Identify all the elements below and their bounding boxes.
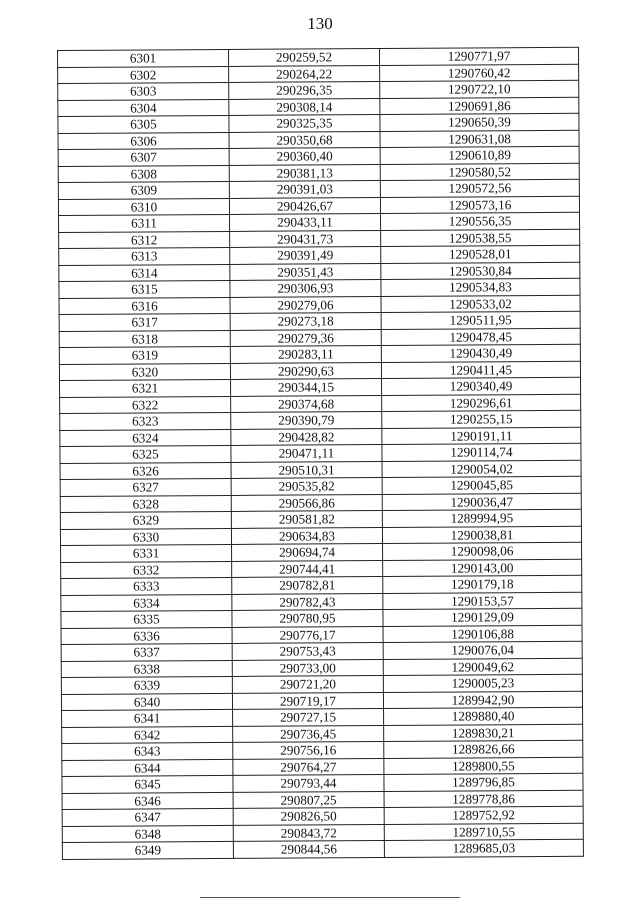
y-coordinate-cell: 1290114,74 [382, 443, 581, 461]
point-number-cell: 6309 [58, 181, 229, 199]
y-coordinate-cell: 1290153,57 [383, 592, 582, 610]
x-coordinate-cell: 290733,00 [232, 659, 383, 676]
x-coordinate-cell: 290428,82 [231, 428, 382, 445]
y-coordinate-cell: 1290179,18 [383, 575, 582, 593]
x-coordinate-cell: 290581,82 [231, 511, 382, 528]
x-coordinate-cell: 290753,43 [232, 643, 383, 660]
x-coordinate-cell: 290843,72 [233, 824, 384, 841]
y-coordinate-cell: 1289826,66 [384, 740, 583, 758]
y-coordinate-cell: 1290340,49 [382, 377, 581, 395]
point-number-cell: 6335 [61, 610, 232, 628]
point-number-cell: 6323 [60, 412, 231, 430]
coordinates-table [57, 47, 584, 860]
point-number-cell: 6301 [58, 49, 229, 67]
x-coordinate-cell: 290433,11 [230, 214, 381, 231]
y-coordinate-cell: 1290054,02 [382, 460, 581, 478]
y-coordinate-cell: 1290478,45 [381, 328, 580, 346]
x-coordinate-cell: 290351,43 [230, 263, 381, 280]
x-coordinate-cell: 290744,41 [232, 560, 383, 577]
y-coordinate-cell: 1290650,39 [380, 113, 579, 131]
point-number-cell: 6333 [61, 577, 232, 595]
x-coordinate-cell: 290634,83 [231, 527, 382, 544]
x-coordinate-cell: 290471,11 [231, 445, 382, 462]
y-coordinate-cell: 1290631,08 [380, 130, 579, 148]
point-number-cell: 6310 [58, 198, 229, 216]
scan-edge-line [200, 897, 460, 898]
x-coordinate-cell: 290279,36 [230, 329, 381, 346]
point-number-cell: 6313 [59, 247, 230, 265]
y-coordinate-cell: 1290610,89 [380, 146, 579, 164]
x-coordinate-cell: 290290,63 [230, 362, 381, 379]
y-coordinate-cell: 1290573,16 [380, 196, 579, 214]
y-coordinate-cell: 1289994,95 [382, 509, 581, 527]
x-coordinate-cell: 290273,18 [230, 313, 381, 330]
point-number-cell: 6327 [60, 478, 231, 496]
point-number-cell: 6325 [60, 445, 231, 463]
point-number-cell: 6304 [58, 99, 229, 117]
y-coordinate-cell: 1290191,11 [382, 427, 581, 445]
x-coordinate-cell: 290259,52 [228, 49, 379, 66]
x-coordinate-cell: 290719,17 [232, 692, 383, 709]
point-number-cell: 6348 [62, 825, 233, 843]
x-coordinate-cell: 290350,68 [229, 131, 380, 148]
point-number-cell: 6328 [60, 495, 231, 513]
point-number-cell: 6341 [62, 709, 233, 727]
y-coordinate-cell: 1289830,21 [384, 724, 583, 742]
point-number-cell: 6342 [62, 726, 233, 744]
point-number-cell: 6308 [58, 165, 229, 183]
point-number-cell: 6347 [62, 808, 233, 826]
x-coordinate-cell: 290381,13 [229, 164, 380, 181]
x-coordinate-cell: 290264,22 [229, 65, 380, 82]
point-number-cell: 6330 [60, 528, 231, 546]
point-number-cell: 6312 [59, 231, 230, 249]
x-coordinate-cell: 290736,45 [233, 725, 384, 742]
page-number: 130 [307, 14, 333, 33]
x-coordinate-cell: 290344,15 [231, 379, 382, 396]
y-coordinate-cell: 1290534,83 [381, 278, 580, 296]
y-coordinate-cell: 1290760,42 [380, 64, 579, 82]
y-coordinate-cell: 1289880,40 [384, 707, 583, 725]
x-coordinate-cell: 290296,35 [229, 82, 380, 99]
y-coordinate-cell: 1290722,10 [380, 80, 579, 98]
y-coordinate-cell: 1290038,81 [382, 526, 581, 544]
point-number-cell: 6318 [59, 330, 230, 348]
point-number-cell: 6306 [58, 132, 229, 150]
x-coordinate-cell: 290694,74 [232, 544, 383, 561]
point-number-cell: 6319 [59, 346, 230, 364]
y-coordinate-cell: 1290143,00 [383, 559, 582, 577]
y-coordinate-cell: 1290572,56 [380, 179, 579, 197]
point-number-cell: 6303 [58, 82, 229, 100]
y-coordinate-cell: 1290005,23 [383, 674, 582, 692]
point-number-cell: 6344 [62, 759, 233, 777]
point-number-cell: 6338 [61, 660, 232, 678]
y-coordinate-cell: 1289685,03 [384, 839, 583, 857]
point-number-cell: 6336 [61, 627, 232, 645]
y-coordinate-cell: 1290045,85 [382, 476, 581, 494]
coordinates-table-wrapper [57, 47, 580, 860]
x-coordinate-cell: 290780,95 [232, 610, 383, 627]
point-number-cell: 6305 [58, 115, 229, 133]
point-number-cell: 6307 [58, 148, 229, 166]
point-number-cell: 6314 [59, 264, 230, 282]
table-row [62, 839, 583, 859]
x-coordinate-cell: 290431,73 [230, 230, 381, 247]
x-coordinate-cell: 290756,16 [233, 742, 384, 759]
y-coordinate-cell: 1289796,85 [384, 773, 583, 791]
point-number-cell: 6302 [58, 66, 229, 84]
x-coordinate-cell: 290566,86 [231, 494, 382, 511]
x-coordinate-cell: 290390,79 [231, 412, 382, 429]
y-coordinate-cell: 1290296,61 [382, 394, 581, 412]
x-coordinate-cell: 290391,49 [230, 247, 381, 264]
y-coordinate-cell: 1290528,01 [381, 245, 580, 263]
x-coordinate-cell: 290782,81 [232, 577, 383, 594]
y-coordinate-cell: 1289752,92 [384, 806, 583, 824]
y-coordinate-cell: 1290556,35 [381, 212, 580, 230]
x-coordinate-cell: 290807,25 [233, 791, 384, 808]
x-coordinate-cell: 290510,31 [231, 461, 382, 478]
y-coordinate-cell: 1290098,06 [383, 542, 582, 560]
y-coordinate-cell: 1290533,02 [381, 295, 580, 313]
y-coordinate-cell: 1290036,47 [382, 493, 581, 511]
point-number-cell: 6317 [59, 313, 230, 331]
y-coordinate-cell: 1290076,04 [383, 641, 582, 659]
x-coordinate-cell: 290360,40 [229, 148, 380, 165]
x-coordinate-cell: 290721,20 [232, 676, 383, 693]
y-coordinate-cell: 1290255,15 [382, 410, 581, 428]
x-coordinate-cell: 290764,27 [233, 758, 384, 775]
point-number-cell: 6322 [60, 396, 231, 414]
point-number-cell: 6334 [61, 594, 232, 612]
y-coordinate-cell: 1290691,86 [380, 97, 579, 115]
y-coordinate-cell: 1290771,97 [379, 47, 578, 65]
y-coordinate-cell: 1290511,95 [381, 311, 580, 329]
y-coordinate-cell: 1290129,09 [383, 608, 582, 626]
point-number-cell: 6349 [62, 841, 233, 859]
x-coordinate-cell: 290391,03 [229, 181, 380, 198]
y-coordinate-cell: 1289942,90 [383, 691, 582, 709]
point-number-cell: 6331 [61, 544, 232, 562]
x-coordinate-cell: 290308,14 [229, 98, 380, 115]
point-number-cell: 6332 [61, 561, 232, 579]
point-number-cell: 6339 [61, 676, 232, 694]
x-coordinate-cell: 290844,56 [233, 841, 384, 858]
y-coordinate-cell: 1289778,86 [384, 790, 583, 808]
y-coordinate-cell: 1290538,55 [381, 229, 580, 247]
table-body [58, 47, 584, 859]
y-coordinate-cell: 1290049,62 [383, 658, 582, 676]
point-number-cell: 6337 [61, 643, 232, 661]
x-coordinate-cell: 290793,44 [233, 775, 384, 792]
point-number-cell: 6311 [59, 214, 230, 232]
y-coordinate-cell: 1289800,55 [384, 757, 583, 775]
point-number-cell: 6316 [59, 297, 230, 315]
x-coordinate-cell: 290826,50 [233, 808, 384, 825]
x-coordinate-cell: 290279,06 [230, 296, 381, 313]
x-coordinate-cell: 290325,35 [229, 115, 380, 132]
y-coordinate-cell: 1290430,49 [381, 344, 580, 362]
x-coordinate-cell: 290782,43 [232, 593, 383, 610]
y-coordinate-cell: 1290530,84 [381, 262, 580, 280]
point-number-cell: 6324 [60, 429, 231, 447]
x-coordinate-cell: 290535,82 [231, 478, 382, 495]
point-number-cell: 6343 [62, 742, 233, 760]
y-coordinate-cell: 1289710,55 [384, 823, 583, 841]
y-coordinate-cell: 1290411,45 [381, 361, 580, 379]
point-number-cell: 6346 [62, 792, 233, 810]
point-number-cell: 6315 [59, 280, 230, 298]
point-number-cell: 6340 [61, 693, 232, 711]
x-coordinate-cell: 290306,93 [230, 280, 381, 297]
point-number-cell: 6329 [60, 511, 231, 529]
point-number-cell: 6321 [60, 379, 231, 397]
x-coordinate-cell: 290283,11 [230, 346, 381, 363]
y-coordinate-cell: 1290580,52 [380, 163, 579, 181]
y-coordinate-cell: 1290106,88 [383, 625, 582, 643]
x-coordinate-cell: 290727,15 [233, 709, 384, 726]
x-coordinate-cell: 290426,67 [229, 197, 380, 214]
x-coordinate-cell: 290374,68 [231, 395, 382, 412]
point-number-cell: 6326 [60, 462, 231, 480]
point-number-cell: 6320 [59, 363, 230, 381]
x-coordinate-cell: 290776,17 [232, 626, 383, 643]
point-number-cell: 6345 [62, 775, 233, 793]
